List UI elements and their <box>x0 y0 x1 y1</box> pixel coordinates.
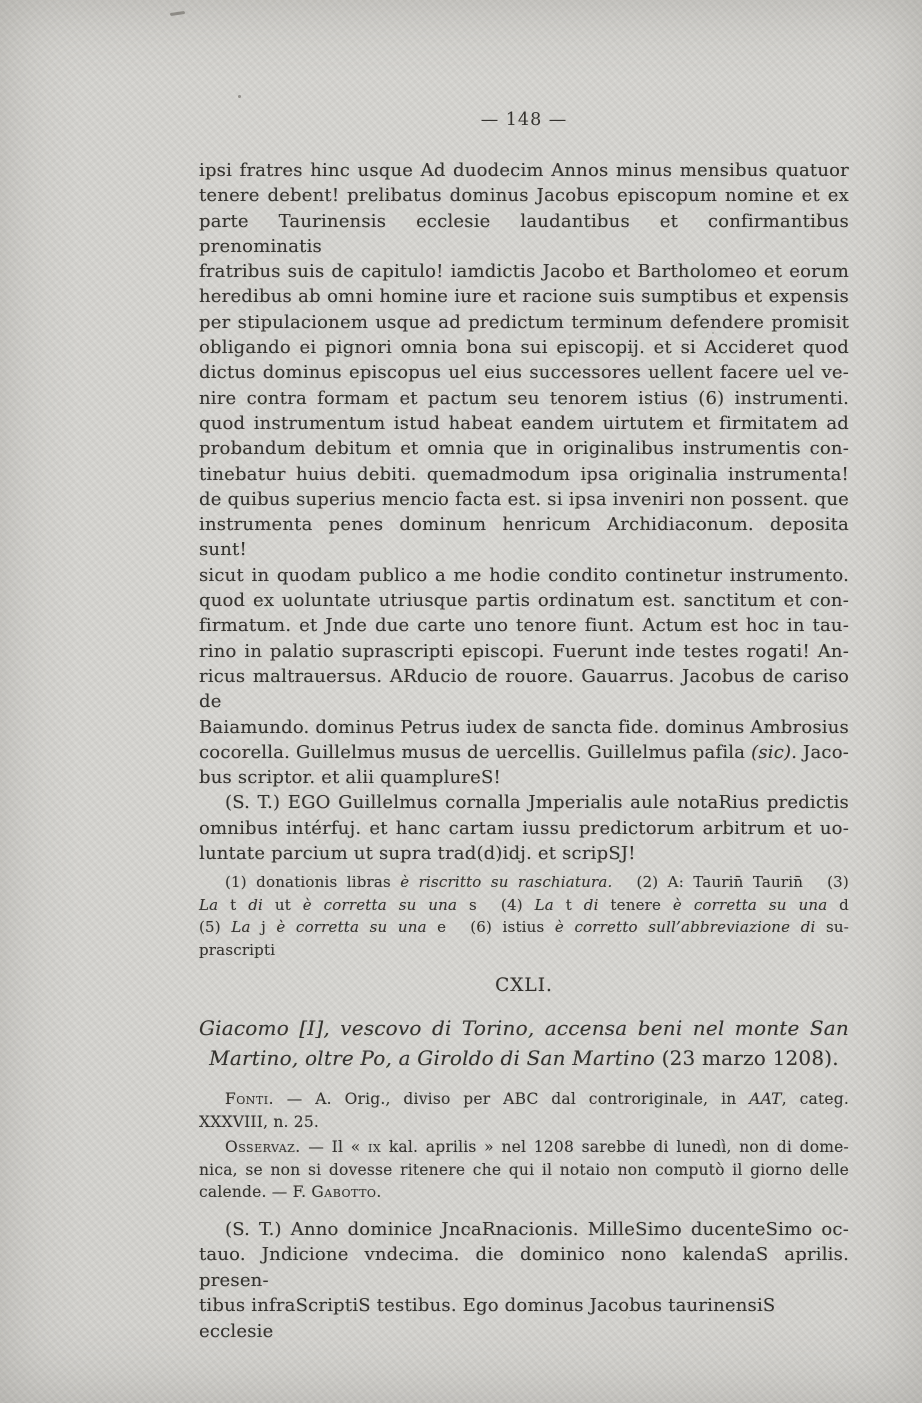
text-line <box>199 563 849 588</box>
text-segment: Giacomo [I], vescovo di Torino, accensa beni nel monte San <box>199 1016 849 1041</box>
text-segment: su- <box>825 918 849 937</box>
text-line <box>199 816 849 841</box>
text-segment: ix <box>368 1138 382 1157</box>
section-title <box>199 1013 849 1073</box>
text-segment: luntate parcium ut supra trad(d)idj. et scripSJ! <box>199 843 636 865</box>
text-line <box>199 487 849 512</box>
text-line <box>199 939 849 962</box>
text-segment: . Jaco- <box>791 741 850 763</box>
text-segment: Osservaz. <box>225 1138 301 1157</box>
text-line <box>199 512 849 563</box>
text-segment: (23 marzo 1208). <box>661 1046 839 1071</box>
text-segment: t <box>230 895 249 914</box>
text-segment: obligando ei pignori omnia bona sui episcopij. et si Accideret quod <box>199 337 849 359</box>
osservazioni-note <box>199 1136 849 1204</box>
text-line <box>199 1242 849 1293</box>
text-segment: (S. T.) EGO Guillelmus cornalla Jmperialis aule notaRius predictis <box>225 792 849 814</box>
text-segment: parte Taurinensis ecclesie laudantibus et confirmantibus prenominatis <box>199 210 849 257</box>
text-line <box>199 284 849 309</box>
text-segment: d <box>839 895 849 914</box>
text-segment: cocorella. Guillelmus musus de uercellis. Guillelmus pafila <box>199 741 752 763</box>
scan-speck <box>170 11 185 16</box>
text-segment: quod instrumentum istud habeat eandem uirtutem et firmitatem ad <box>199 412 849 434</box>
text-segment: (6) istius <box>470 918 555 937</box>
text-segment: tinebatur huius debiti. quemadmodum ipsa originalia instrumenta! <box>199 463 849 485</box>
text-line <box>199 790 849 815</box>
text-segment: quod ex uoluntate utriusque partis ordinatum est. sanctitum et con- <box>199 590 849 612</box>
text-segment: è corretta su una <box>276 918 438 937</box>
text-block <box>199 110 849 1344</box>
text-line <box>199 462 849 487</box>
text-line <box>199 894 849 917</box>
text-line <box>199 436 849 461</box>
text-line <box>199 335 849 360</box>
text-segment: è riscritto su raschiatura. <box>400 873 613 892</box>
text-segment: — A. Orig., diviso per ABC dal controriginale, in <box>274 1090 750 1109</box>
text-segment: prascripti <box>199 940 276 959</box>
text-segment: t <box>565 895 584 914</box>
text-segment: La <box>231 918 262 937</box>
text-segment: Gabotto. <box>311 1183 382 1202</box>
text-line <box>199 360 849 385</box>
footnotes <box>199 871 849 961</box>
text-segment: ricus maltrauersus. ARducio de rouore. Gauarrus. Jacobus de cariso de <box>199 665 849 713</box>
text-segment: (3) <box>827 873 849 892</box>
text-line <box>199 1111 849 1134</box>
text-segment: tauo. Jndicione vndecima. die dominico nono kalendaS aprilis. presen- <box>199 1244 849 1291</box>
text-segment: ut <box>274 895 303 914</box>
text-segment: Baiamundo. dominus Petrus iudex de sancta fide. dominus Ambrosius <box>199 716 849 738</box>
text-segment: (1) donationis libras <box>225 873 401 892</box>
text-segment: s <box>469 895 477 914</box>
text-segment: è corretta su una <box>302 895 469 914</box>
text-segment: firmatum. et Jnde due carte uno tenore fiunt. Actum est hoc in tau- <box>199 615 849 637</box>
text-line <box>199 310 849 335</box>
text-line <box>199 588 849 613</box>
text-segment: ipsi fratres hinc usque Ad duodecim Annos minus mensibus quatuor <box>199 160 849 181</box>
main-paragraph <box>199 158 849 790</box>
text-segment: Fonti. <box>225 1090 275 1109</box>
notary-subscription-paragraph <box>199 790 849 866</box>
text-segment: j <box>261 918 277 937</box>
text-segment: probandum debitum et omnia que in originalibus instrumentis con- <box>199 438 849 460</box>
text-line <box>199 1159 849 1182</box>
text-segment: (4) <box>500 895 535 914</box>
scan-speck <box>238 95 241 98</box>
text-line <box>199 1088 849 1111</box>
text-segment: nica, se non si dovesse ritenere che qui il notaio non computò il giorno delle <box>199 1160 849 1179</box>
text-segment: tenere <box>610 895 673 914</box>
text-segment: per stipulacionem usque ad predictum terminum defendere promisit <box>199 311 849 333</box>
text-segment: de quibus superius mencio facta est. si ipsa inveniri non possent. que <box>199 488 849 510</box>
text-segment: omnibus intérfuj. et hanc cartam iussu predictorum arbitrum et uo- <box>199 817 849 839</box>
text-segment: tenere debent! prelibatus dominus Jacobus episcopum nomine et ex <box>199 185 849 207</box>
text-line <box>199 1181 849 1204</box>
text-line <box>199 639 849 664</box>
text-line <box>199 1217 849 1243</box>
text-line <box>199 1136 849 1159</box>
text-segment: Martino, oltre Po, a Giroldo di San Martino <box>209 1046 662 1071</box>
section-number: CXLI. <box>495 975 553 997</box>
text-segment: (sic) <box>751 741 792 763</box>
text-line <box>199 841 849 866</box>
text-line <box>199 259 849 284</box>
text-line <box>199 158 849 183</box>
text-line <box>199 1293 849 1344</box>
text-segment: XXXVIII, n. 25. <box>199 1112 320 1131</box>
text-line <box>199 209 849 260</box>
text-line <box>199 765 849 790</box>
text-segment: (5) <box>199 918 232 937</box>
text-segment: nire contra formam et pactum seu tenorem istius (6) instrumenti. <box>199 387 849 409</box>
text-segment: di <box>583 895 611 914</box>
text-segment: calende. — F. <box>199 1183 312 1202</box>
text-segment: dictus dominus episcopus uel eius successores uellent facere uel ve- <box>199 362 849 384</box>
text-line <box>199 411 849 436</box>
text-segment: bus scriptor. et alii quamplureS! <box>199 767 501 789</box>
text-segment: — Il « <box>300 1138 369 1157</box>
text-segment: (2) A: Taurin̄ Taurin̄ <box>636 873 804 892</box>
text-segment: di <box>248 895 275 914</box>
text-segment: La <box>534 895 566 914</box>
text-segment: instrumenta penes dominum henricum Archidiaconum. deposita sunt! <box>199 514 849 561</box>
text-segment: rino in palatio suprascripti episcopi. Fuerunt inde testes rogati! An- <box>199 640 849 662</box>
text-segment: (S. T.) Anno dominice JncaRnacionis. MilleSimo ducenteSimo oc- <box>225 1218 849 1240</box>
text-segment: heredibus ab omni homine iure et racione suis sumptibus et expensis <box>199 286 849 308</box>
text-segment: e <box>437 918 447 937</box>
text-segment: , categ. <box>781 1090 849 1109</box>
text-line <box>199 871 849 894</box>
text-segment: La <box>199 895 231 914</box>
text-line <box>199 916 849 939</box>
text-line <box>199 1013 849 1043</box>
text-segment: tibus infraScriptiS testibus. Ego dominus Jacobus taurinensiS ecclesie <box>199 1295 776 1342</box>
text-line <box>199 740 849 765</box>
text-line <box>199 386 849 411</box>
text-segment: kal. aprilis » nel 1208 sarebbe di lunedì, non di dome- <box>381 1138 849 1157</box>
text-segment: AAT <box>749 1090 782 1109</box>
page-number: — 148 — <box>480 110 568 130</box>
text-line <box>199 664 849 715</box>
text-segment: sicut in quodam publico a me hodie condito continetur instrumento. <box>199 564 849 586</box>
fonti-note <box>199 1088 849 1133</box>
text-line <box>199 183 849 208</box>
text-segment: fratribus suis de capitulo! iamdictis Jacobo et Bartholomeo et eorum <box>199 261 849 283</box>
text-segment: è corretto sull’abbreviazione di <box>554 918 826 937</box>
text-line <box>199 613 849 638</box>
document-body-paragraph <box>199 1217 849 1345</box>
text-line <box>199 1043 849 1073</box>
text-line <box>199 715 849 740</box>
text-segment: è corretta su una <box>672 895 840 914</box>
